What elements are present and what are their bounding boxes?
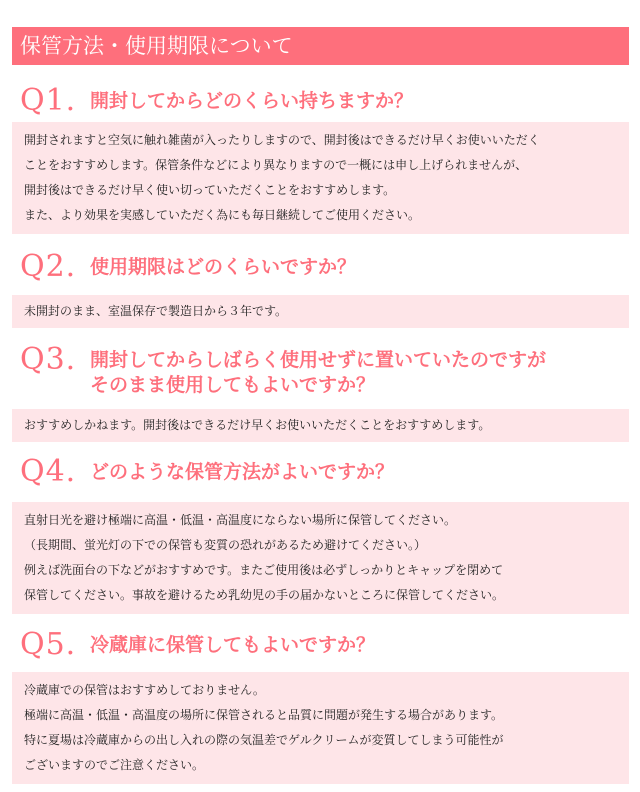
question-number: Q5. — [20, 627, 77, 662]
faq-answer-2 — [12, 295, 629, 328]
answer-line: 開封されますと空気に触れ雑菌が入ったりしますので、開封後はできるだけ早くお使いいただく — [24, 133, 540, 147]
section-title: 保管方法・使用期限について — [20, 34, 293, 58]
faq-answer-1 — [12, 122, 629, 234]
faq-answer-3 — [12, 409, 629, 442]
faq-answer-5 — [12, 672, 629, 784]
faq-question-3 — [20, 342, 547, 396]
question-text: 開封してからしばらく使用せずに置いていたのですが そのまま使用してもよいですか？ — [90, 349, 547, 396]
question-number: Q2. — [20, 249, 77, 284]
answer-line: ございますのでご注意ください。 — [24, 758, 205, 772]
question-number: Q4. — [20, 454, 77, 489]
answer-line: 例えば洗面台の下などがおすすめです。またご使用後は必ずしっかりとキャップを閉めて — [24, 563, 504, 577]
answer-line: ことをおすすめします。保管条件などにより異なりますので一概には申し上げられませんが、 — [24, 158, 528, 172]
faq-answer-4 — [12, 502, 629, 614]
question-text: 冷蔵庫に保管してもよいですか？ — [90, 634, 376, 656]
faq-question-4 — [20, 454, 395, 489]
answer-line: 開封後はできるだけ早く使い切っていただくことをおすすめします。 — [24, 183, 396, 197]
question-text: 使用期限はどのくらいですか？ — [90, 256, 357, 278]
answer-line: また、より効果を実感していただく為にも毎日継続してご使用ください。 — [24, 208, 421, 222]
faq-question-1 — [20, 83, 414, 118]
question-text: 開封してからどのくらい持ちますか？ — [90, 90, 414, 112]
section-header — [12, 27, 629, 65]
answer-line: 保管してください。事故を避けるため乳幼児の手の届かないところに保管してください。 — [24, 588, 505, 602]
question-number: Q1. — [20, 83, 77, 118]
answer-line: 未開封のまま、室温保存で製造日から３年です。 — [24, 304, 288, 318]
question-number: Q3. — [20, 342, 77, 377]
faq-question-2 — [20, 249, 357, 284]
answer-line: おすすめしかねます。開封後はできるだけ早くお使いいただくことをおすすめします。 — [24, 418, 491, 432]
question-text: どのような保管方法がよいですか？ — [90, 461, 395, 483]
faq-question-5 — [20, 627, 376, 662]
answer-line: 特に夏場は冷蔵庫からの出し入れの際の気温差でゲルクリームが変質してしまう可能性が — [24, 733, 504, 747]
answer-line: 冷蔵庫での保管はおすすめしておりません。 — [24, 683, 265, 697]
answer-line: 極端に高温・低温・高温度の場所に保管されると品質に問題が発生する場合があります。 — [24, 708, 504, 722]
answer-line: 直射日光を避け極端に高温・低温・高温度にならない場所に保管してください。 — [24, 513, 457, 527]
answer-line: （長期間、蛍光灯の下での保管も変質の恐れがあるため避けてください。） — [24, 538, 427, 552]
